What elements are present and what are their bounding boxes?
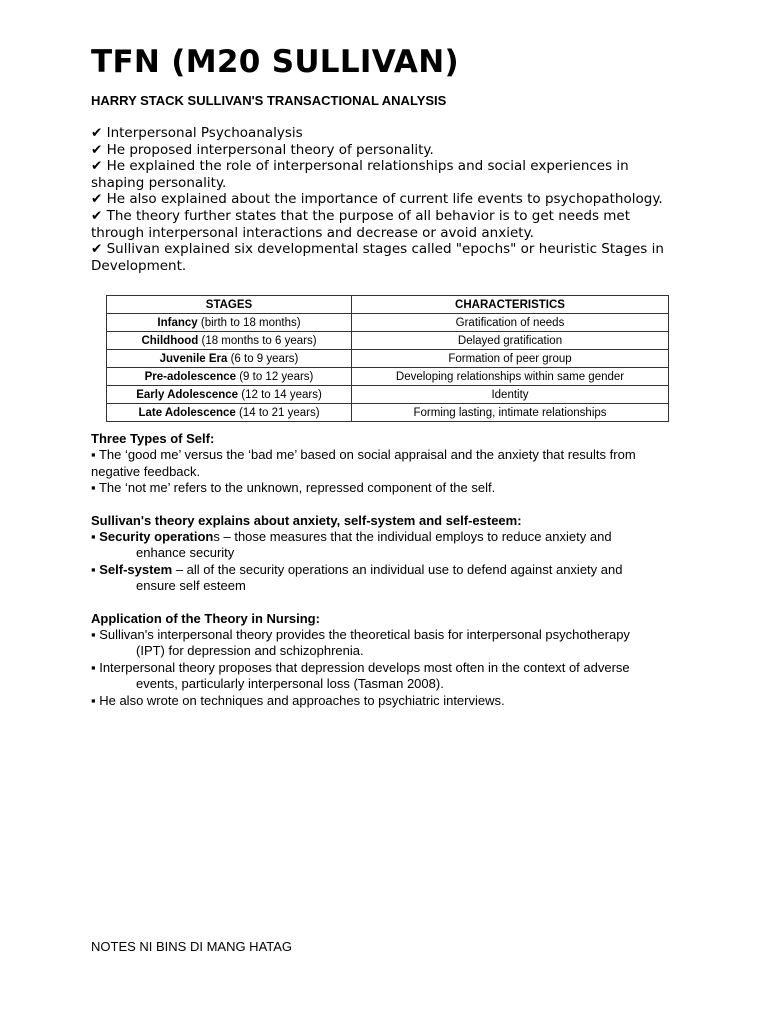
stage-name: Late Adolescence [138,406,236,419]
stage-name: Childhood [141,334,199,347]
checklist-item: ✔ The theory further states that the purpose of all behavior is to get needs met through interpersonal interactions and decrease or avoid anxiety. [91,207,631,241]
stage-age: (9 to 12 years) [236,370,314,383]
table-row [107,332,669,350]
stage-name: Juvenile Era [159,352,228,365]
stage-cell [107,368,352,386]
stage-cell [107,314,352,332]
list-item-continuation: (IPT) for depression and schizophrenia. [136,643,364,659]
footer-note: NOTES NI BINS DI MANG HATAG [91,939,293,954]
term: Self-system [99,561,173,577]
stage-age: (14 to 21 years) [235,406,320,419]
table-header-row [107,296,669,314]
checklist-item: ✔ He explained the role of interpersonal relationships and social experiences in shaping personality. [91,158,629,191]
page-title: TFN (M20 SULLIVAN) [91,44,459,80]
characteristic-cell: Forming lasting, intimate relationships [352,404,669,422]
checklist [91,125,681,274]
stage-cell [107,350,352,368]
list-item: ▪ He also wrote on techniques and approaches to psychiatric interviews. [91,692,505,708]
application-heading: Application of the Theory in Nursing: [91,610,320,626]
checklist-item: ✔ He proposed interpersonal theory of personality. [91,141,434,158]
checklist-item: ✔ Interpersonal Psychoanalysis [91,125,303,141]
checklist-item: ✔ Sullivan explained six developmental stages called "epochs" or heuristic Stages in Development. [91,241,664,274]
characteristic-cell: Developing relationships within same gender [352,368,669,386]
table-row [107,386,669,404]
stage-cell [107,386,352,404]
characteristic-cell: Identity [352,386,669,404]
stage-cell [107,332,352,350]
list-item: ▪ The ‘not me’ refers to the unknown, repressed component of the self. [91,480,496,496]
stage-name: Early Adolescence [136,388,239,401]
three-types-heading: Three Types of Self: [91,431,215,446]
checklist-item: ✔ He also explained about the importance of current life events to psychopathology. [91,191,663,208]
three-types-section [91,431,671,709]
page-subtitle: HARRY STACK SULLIVAN'S TRANSACTIONAL ANALYSIS [91,93,447,108]
bullet: ▪ [91,529,100,545]
table-row [107,350,669,368]
stage-cell [107,404,352,422]
characteristic-cell: Gratification of needs [352,314,669,332]
list-item-continuation: events, particularly interpersonal loss (Tasman 2008). [136,676,444,692]
stage-age: (18 months to 6 years) [198,334,317,347]
table-row [107,368,669,386]
stage-name: Pre-adolescence [144,370,237,383]
term: Security operation [99,529,214,545]
stage-name: Infancy [157,316,198,329]
anxiety-heading: Sullivan's theory explains about anxiety, self-system and self-esteem: [91,512,522,528]
list-item: ▪ Interpersonal theory proposes that depression develops most often in the context of adverse [91,659,630,675]
column-header-stages: STAGES [107,296,352,314]
table-row [107,404,669,422]
table-row [107,314,669,332]
stage-age: (12 to 14 years) [238,388,322,401]
characteristic-cell: Formation of peer group [352,350,669,368]
stage-age: (birth to 18 months) [197,316,301,329]
list-item [91,529,671,545]
list-item-continuation: ensure self esteem [136,578,246,594]
bullet: ▪ [91,561,100,577]
stages-table [106,295,669,422]
list-item: ▪ The ‘good me’ versus the ‘bad me’ based on social appraisal and the anxiety that results from negative feedback. [91,447,636,479]
list-item: ▪ Sullivan's interpersonal theory provides the theoretical basis for interpersonal psychotherapy [91,627,630,643]
list-item-continuation: enhance security [136,545,235,561]
list-item [91,562,671,578]
characteristic-cell: Delayed gratification [352,332,669,350]
column-header-characteristics: CHARACTERISTICS [352,296,669,314]
definition: s – those measures that the individual employs to reduce anxiety and [213,529,612,545]
definition: – all of the security operations an individual use to defend against anxiety and [172,561,623,577]
stage-age: (6 to 9 years) [227,352,299,365]
